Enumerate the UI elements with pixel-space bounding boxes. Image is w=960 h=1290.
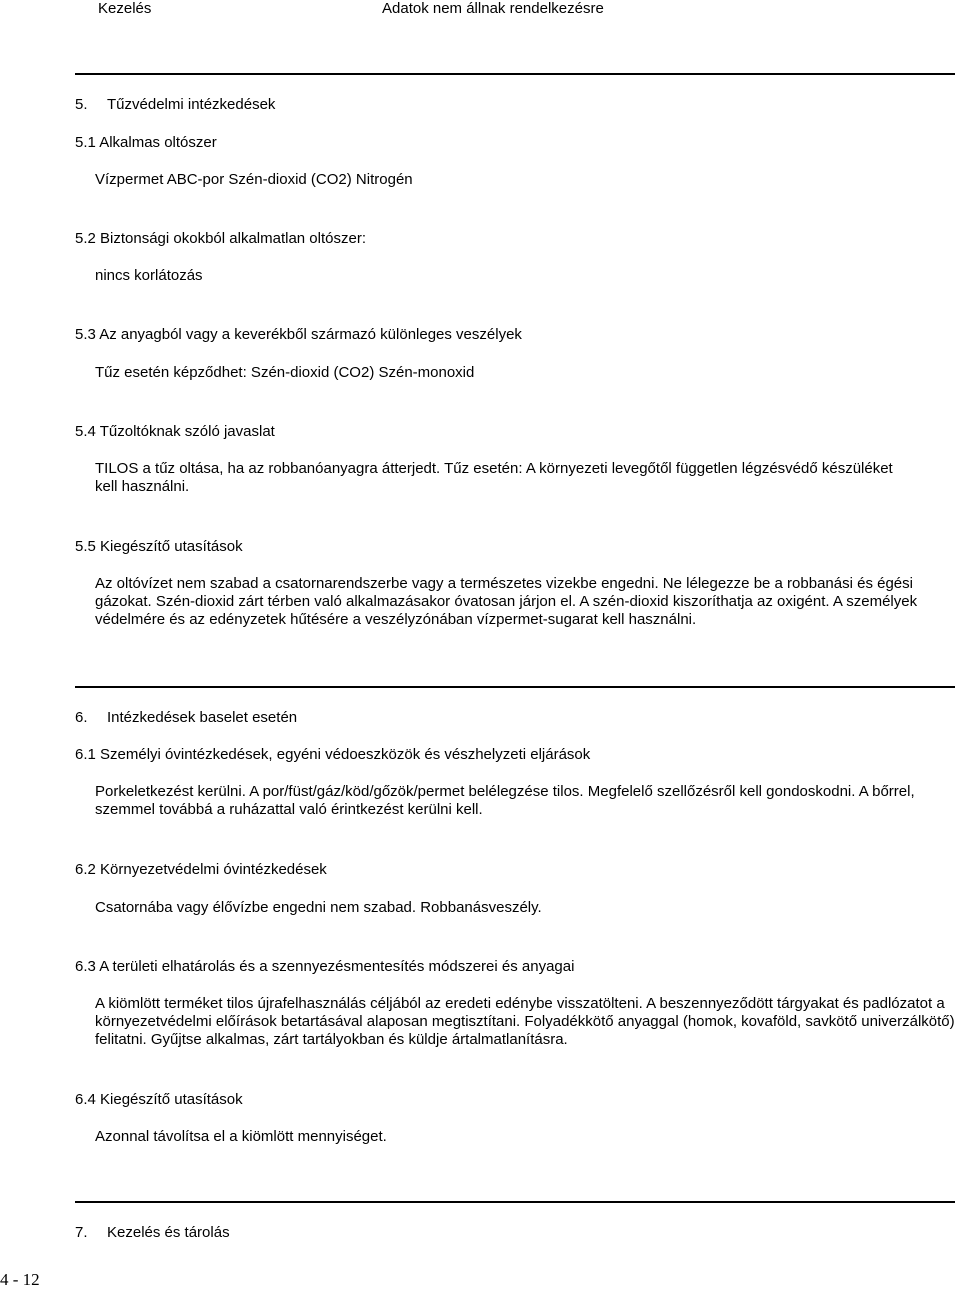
header-value: Adatok nem állnak rendelkezésre	[382, 0, 604, 17]
header-label: Kezelés	[98, 0, 152, 17]
subsection-5-5-text: Az oltóvízet nem szabad a csatornarendszerbe vagy a természetes vizekbe engedni. Ne lélegezze be a robbanási és égési gázokat. Szén-dioxid zárt térben való alkalmazásakor óvatosan járjon el. A szén-dioxid kiszoríthatja az oxigént. A személyek védelmére és az edényzetek hűtésére a veszélyzónában vízpermet-sugarat kell használni.	[95, 575, 918, 628]
section-7-number: 7.	[75, 1224, 88, 1241]
subsection-5-1-heading: 5.1 Alkalmas oltószer	[75, 134, 217, 151]
subsection-6-2-heading: 6.2 Környezetvédelmi óvintézkedések	[75, 861, 327, 878]
subsection-6-4-heading: 6.4 Kiegészítő utasítások	[75, 1091, 243, 1108]
subsection-5-5-heading: 5.5 Kiegészítő utasítások	[75, 538, 243, 555]
subsection-5-1-text: Vízpermet ABC-por Szén-dioxid (CO2) Nitrogén	[95, 171, 413, 188]
subsection-5-4-text: TILOS a tűz oltása, ha az robbanóanyagra átterjedt. Tűz esetén: A környezeti levegőtől független légzésvédő készüléket kell használni.	[95, 460, 893, 495]
subsection-5-3-heading: 5.3 Az anyagból vagy a keverékből származó különleges veszélyek	[75, 326, 522, 343]
section-6-number: 6.	[75, 709, 88, 726]
subsection-6-3-text: A kiömlött terméket tilos újrafelhasználás céljából az eredeti edénybe visszatölteni. A beszennyeződött tárgyakat és padlózatot a környezetvédelmi előírások betartásával alaposan megtisztítani. Folyadékkötő anyaggal (homok, kovaföld, savkötő univerzálkötő) felitatni. Gyűjtse alkalmas, zárt tartályokban és küldje ártalmatlanításra.	[95, 995, 955, 1048]
subsection-6-1-text: Porkeletkezést kerülni. A por/füst/gáz/köd/gőzök/permet belélegzése tilos. Megfelelő szellőzésről kell gondoskodni. A bőrrel, szemmel továbbá a ruházattal való érintkezést kerülni kell.	[95, 783, 915, 818]
section-divider	[75, 1201, 955, 1203]
section-5-number: 5.	[75, 96, 88, 113]
section-6-title	[75, 709, 297, 727]
section-divider	[75, 73, 955, 75]
subsection-5-4-heading: 5.4 Tűzoltóknak szóló javaslat	[75, 423, 275, 440]
section-7-title-text: Kezelés és tárolás	[107, 1224, 230, 1241]
section-7-title	[75, 1224, 230, 1242]
section-5-title-text: Tűzvédelmi intézkedések	[107, 96, 276, 113]
subsection-5-2-heading: 5.2 Biztonsági okokból alkalmatlan oltószer:	[75, 230, 366, 247]
section-5-title	[75, 96, 275, 114]
subsection-5-2-text: nincs korlátozás	[95, 267, 203, 284]
subsection-6-1-heading: 6.1 Személyi óvintézkedések, egyéni védoeszközök és vészhelyzeti eljárások	[75, 746, 591, 763]
subsection-6-3-heading: 6.3 A területi elhatárolás és a szennyezésmentesítés módszerei és anyagai	[75, 958, 575, 975]
subsection-6-4-text: Azonnal távolítsa el a kiömlött mennyiséget.	[95, 1128, 387, 1145]
subsection-6-2-text: Csatornába vagy élővízbe engedni nem szabad. Robbanásveszély.	[95, 899, 542, 916]
subsection-5-3-text: Tűz esetén képződhet: Szén-dioxid (CO2) Szén-monoxid	[95, 364, 475, 381]
section-6-title-text: Intézkedések baselet esetén	[107, 709, 298, 726]
section-divider	[75, 686, 955, 688]
page-number: 4 - 12	[0, 1270, 40, 1289]
